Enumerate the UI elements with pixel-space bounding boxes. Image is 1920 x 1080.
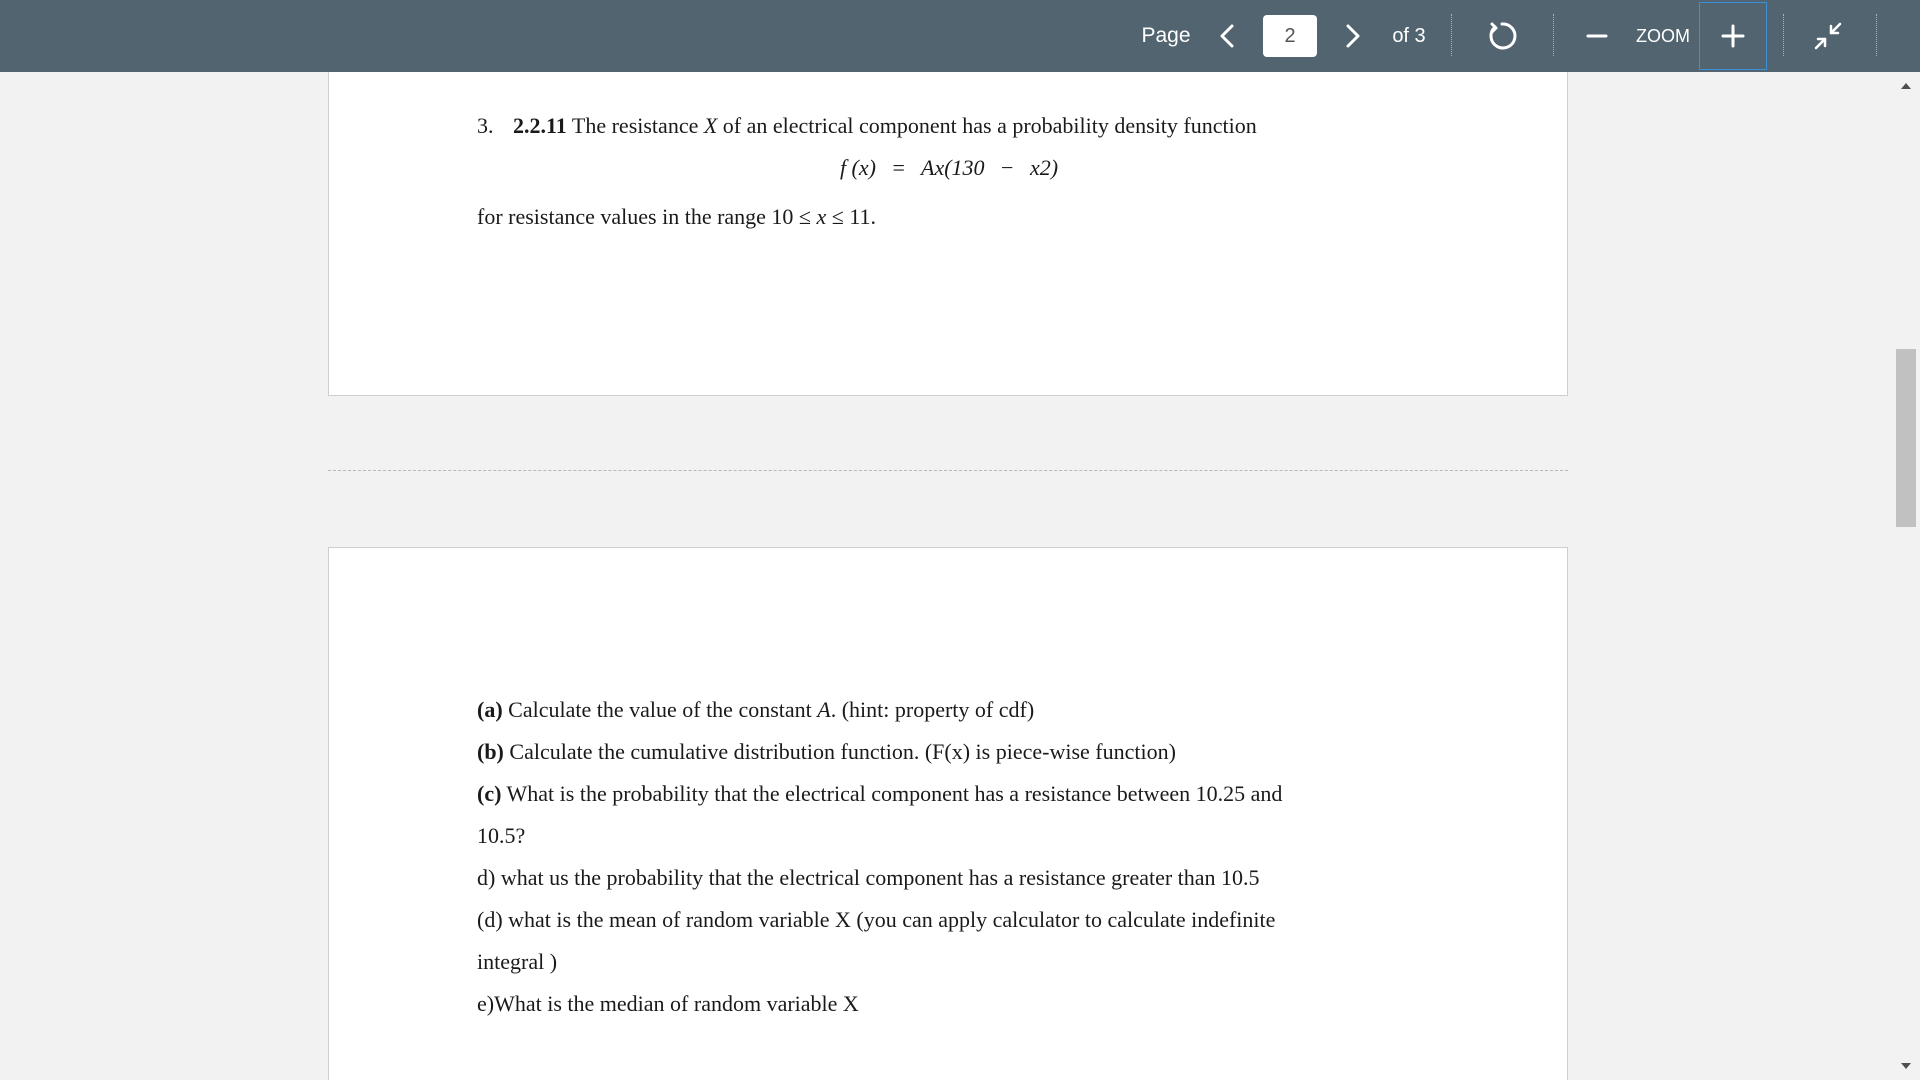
toolbar-divider: [1553, 14, 1554, 56]
chevron-left-icon: [1218, 23, 1236, 49]
intro-text-rest: of an electrical component has a probability density function: [722, 113, 1257, 138]
constant-a: A: [817, 697, 831, 722]
intro-text: The resistance: [571, 113, 699, 138]
collapse-icon: [1813, 21, 1843, 51]
zoom-in-button[interactable]: [1699, 2, 1767, 70]
question-intro: [477, 113, 1257, 139]
page-number-input[interactable]: [1263, 15, 1317, 57]
triangle-up-icon: [1900, 82, 1912, 90]
refresh-icon: [1486, 20, 1518, 52]
part-a-text: Calculate the value of the constant: [508, 697, 812, 722]
scroll-up-button[interactable]: [1898, 78, 1914, 94]
exit-fullscreen-button[interactable]: [1808, 0, 1848, 72]
part-b-label: (b): [477, 739, 504, 764]
part-c: [477, 781, 1282, 807]
formula-lhs: f (x): [839, 155, 876, 180]
part-d-probability: d) what us the probability that the electrical component has a resistance greater than 10.5: [477, 865, 1260, 890]
part-d-mean-continuation: integral ): [477, 949, 558, 974]
toolbar-divider: [1783, 14, 1784, 56]
question-reference: 2.2.11: [513, 113, 567, 138]
page-divider: [328, 470, 1568, 471]
range-statement: [477, 204, 876, 230]
density-formula: [329, 155, 1569, 181]
zoom-label: ZOOM: [1636, 25, 1690, 46]
pdf-toolbar: [0, 0, 1920, 72]
zoom-out-button[interactable]: [1577, 0, 1617, 72]
part-c-text: What is the probability that the electrical component has a resistance between 10.25 and: [506, 781, 1283, 806]
page-label: Page: [1141, 24, 1191, 47]
part-d-mean: (d) what is the mean of random variable X (you can apply calculator to calculate indefinite: [477, 907, 1276, 932]
toolbar-divider: [1451, 14, 1452, 56]
next-page-button[interactable]: [1336, 0, 1370, 72]
question-number: 3.: [477, 113, 494, 138]
part-b-text: Calculate the cumulative distribution function. (F(x) is piece-wise function): [509, 739, 1176, 764]
formula-minus: −: [1001, 155, 1014, 180]
variable-x: X: [703, 113, 718, 138]
page-number-field: [1263, 0, 1317, 72]
part-c-continuation: 10.5?: [477, 823, 526, 848]
toolbar-divider: [1876, 14, 1877, 56]
range-variable: x: [816, 204, 827, 229]
document-page-2: [328, 547, 1568, 1080]
document-page-1: [328, 72, 1568, 396]
scroll-down-button[interactable]: [1898, 1058, 1914, 1074]
formula-equals: =: [892, 155, 905, 180]
refresh-button[interactable]: [1480, 0, 1524, 72]
triangle-down-icon: [1900, 1062, 1912, 1070]
part-c-label: (c): [477, 781, 502, 806]
range-text: for resistance values in the range 10 ≤: [477, 204, 812, 229]
total-pages-label: of 3: [1392, 24, 1426, 47]
vertical-scrollbar[interactable]: [1892, 72, 1920, 1080]
part-b: [477, 739, 1176, 765]
part-a: [477, 697, 1034, 723]
plus-icon: [1720, 23, 1746, 49]
formula-tail: x2): [1029, 155, 1059, 180]
chevron-right-icon: [1344, 23, 1362, 49]
formula-rhs: Ax(130: [921, 155, 985, 180]
part-a-label: (a): [477, 697, 503, 722]
minus-icon: [1585, 24, 1609, 48]
part-a-hint: . (hint: property of cdf): [830, 697, 1035, 722]
part-e-median: e)What is the median of random variable X: [477, 991, 859, 1016]
previous-page-button[interactable]: [1210, 0, 1244, 72]
scrollbar-thumb[interactable]: [1896, 349, 1916, 527]
range-end: ≤ 11.: [831, 204, 877, 229]
document-viewer[interactable]: [0, 72, 1920, 1080]
